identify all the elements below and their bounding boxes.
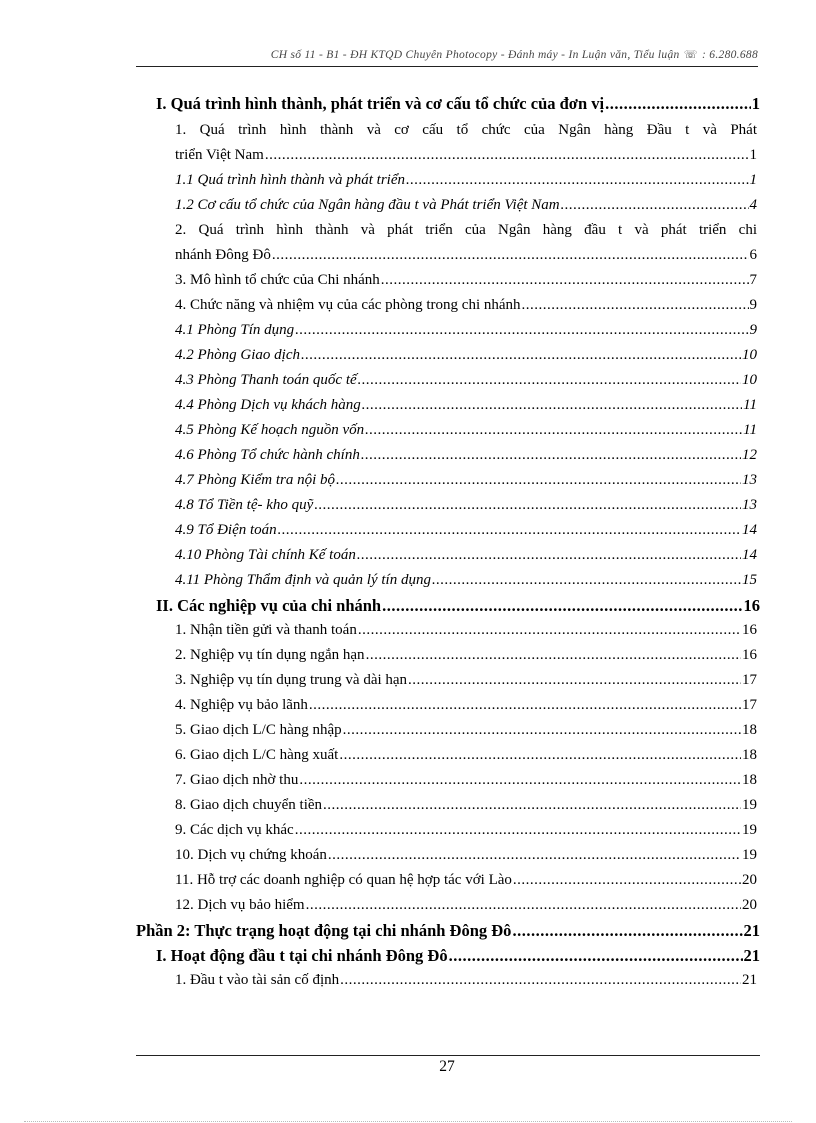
toc-entry[interactable]	[175, 297, 757, 314]
toc-entry[interactable]	[175, 847, 757, 864]
toc-page-number: 4	[749, 197, 757, 213]
toc-page-number: 1	[749, 147, 757, 163]
toc-entry-title: 4.1 Phòng Tín dụng	[175, 322, 295, 338]
toc-entry[interactable]	[175, 572, 757, 589]
toc-page-number: 10	[742, 372, 757, 388]
toc-entry[interactable]	[175, 697, 757, 714]
toc-entry[interactable]	[175, 872, 757, 889]
running-header	[136, 48, 758, 67]
toc-entry[interactable]	[175, 822, 757, 839]
toc-entry[interactable]	[175, 672, 757, 689]
toc-entry-title: 8. Giao dịch chuyển tiền	[175, 797, 323, 813]
toc-entry[interactable]	[175, 797, 757, 814]
toc-leader	[265, 147, 749, 164]
toc-page-number: 16	[742, 647, 757, 663]
toc-entry[interactable]	[175, 372, 757, 389]
toc-leader	[449, 946, 743, 966]
toc-entry-title: 4.7 Phòng Kiểm tra nội bộ	[175, 472, 335, 488]
toc-entry[interactable]	[175, 497, 757, 514]
toc-entry-title: Phần 2: Thực trạng hoạt động tại chi nhánh Đông Đô	[136, 921, 512, 940]
toc-entry-title: 11. Hỗ trợ các doanh nghiệp có quan hệ hợp tác với Lào	[175, 872, 512, 888]
toc-entry[interactable]	[175, 522, 757, 539]
toc-entry-title: 3. Nghiệp vụ tín dụng trung và dài hạn	[175, 672, 408, 688]
toc-page-number: 1	[751, 94, 760, 113]
toc-page-number: 11	[743, 422, 757, 438]
toc-entry-title: 4.11 Phòng Thẩm định và quản lý tín dụng	[175, 572, 431, 588]
toc-page-number: 6	[749, 247, 757, 263]
toc-entry-title: 4.2 Phòng Giao dịch	[175, 347, 300, 363]
footer-divider	[136, 1055, 760, 1056]
toc-leader	[408, 672, 741, 689]
toc-entry[interactable]	[175, 772, 757, 789]
toc-entry[interactable]	[175, 547, 757, 564]
header-phone: : 6.280.688	[701, 49, 758, 61]
toc-entry[interactable]	[175, 172, 757, 189]
toc-entry-line1[interactable]: 2. Quá trình hình thành và phát triển của Ngân hàng đầu t và phát triển chi	[175, 222, 757, 238]
toc-page-number: 21	[743, 921, 760, 940]
toc-entry-title: II. Các nghiệp vụ của chi nhánh	[156, 596, 382, 615]
toc-page-number: 15	[742, 572, 757, 588]
toc-entry[interactable]	[175, 322, 757, 339]
toc-entry-title: 5. Giao dịch L/C hàng nhập	[175, 722, 342, 738]
toc-page-number: 21	[742, 972, 757, 988]
toc-leader	[432, 572, 741, 589]
toc-page-number: 19	[742, 822, 757, 838]
toc-leader	[314, 497, 741, 514]
toc-leader	[301, 347, 741, 364]
toc-entry-title: 2. Nghiệp vụ tín dụng ngắn hạn	[175, 647, 365, 663]
toc-entry[interactable]	[175, 272, 757, 289]
toc-entry-title: nhánh Đông Đô	[175, 247, 271, 263]
toc-entry[interactable]	[175, 422, 757, 439]
toc-page-number: 17	[742, 697, 757, 713]
toc-entry[interactable]	[175, 472, 757, 489]
toc-entry[interactable]	[175, 247, 757, 264]
toc-leader	[522, 297, 749, 314]
toc-entry-title: 9. Các dịch vụ khác	[175, 822, 294, 838]
toc-leader	[340, 972, 741, 989]
toc-entry-title: 4.4 Phòng Dịch vụ khách hàng	[175, 397, 361, 413]
toc-page-number: 16	[742, 622, 757, 638]
toc-page-number: 18	[742, 747, 757, 763]
toc-page-number: 9	[749, 297, 757, 313]
toc-leader	[361, 447, 741, 464]
toc-leader	[295, 322, 748, 339]
toc-leader	[343, 722, 741, 739]
toc-entry-title: 4. Chức năng và nhiệm vụ của các phòng trong chi nhánh	[175, 297, 521, 313]
toc-leader	[406, 172, 749, 189]
page-number: 27	[439, 1058, 455, 1075]
toc-entry[interactable]	[156, 946, 760, 966]
phone-icon: ☏	[683, 49, 698, 61]
toc-entry-title: 6. Giao dịch L/C hàng xuất	[175, 747, 339, 763]
toc-entry[interactable]	[175, 147, 757, 164]
toc-page-number: 10	[742, 347, 757, 363]
toc-entry[interactable]	[156, 94, 760, 114]
toc-leader	[306, 897, 741, 914]
toc-page-number: 18	[742, 722, 757, 738]
toc-entry-title: 4.9 Tổ Điện toán	[175, 522, 277, 538]
toc-leader	[366, 647, 741, 664]
toc-leader	[382, 596, 742, 616]
toc-entry[interactable]	[175, 347, 757, 364]
toc-entry-title: triển Việt Nam	[175, 147, 264, 163]
toc-page-number: 12	[742, 447, 757, 463]
toc-page-number: 18	[742, 772, 757, 788]
toc-entry-title: 3. Mô hình tổ chức của Chi nhánh	[175, 272, 380, 288]
toc-page-number: 14	[742, 547, 757, 563]
toc-leader	[323, 797, 741, 814]
toc-leader	[309, 697, 741, 714]
toc-leader	[299, 772, 741, 789]
toc-leader	[358, 622, 741, 639]
toc-entry-title: 4.10 Phòng Tài chính Kế toán	[175, 547, 356, 563]
toc-entry[interactable]	[175, 447, 757, 464]
toc-entry[interactable]	[136, 921, 760, 941]
toc-leader	[358, 372, 741, 389]
toc-leader	[513, 872, 741, 889]
toc-leader	[328, 847, 741, 864]
toc-entry-title: 4.6 Phòng Tổ chức hành chính	[175, 447, 360, 463]
toc-leader	[295, 822, 741, 839]
page-bottom-edge	[24, 1121, 792, 1122]
toc-entry-title: 10. Dịch vụ chứng khoán	[175, 847, 327, 863]
toc-entry[interactable]	[175, 197, 757, 214]
toc-page-number: 21	[743, 946, 760, 965]
toc-entry-title: 1. Nhận tiền gửi và thanh toán	[175, 622, 357, 638]
toc-entry[interactable]	[175, 647, 757, 664]
toc-entry-title: 4.3 Phòng Thanh toán quốc tế	[175, 372, 357, 388]
toc-entry[interactable]	[156, 596, 760, 616]
toc-page-number: 14	[742, 522, 757, 538]
toc-entry[interactable]	[175, 897, 757, 914]
toc-entry[interactable]	[175, 972, 757, 989]
toc-leader	[365, 422, 742, 439]
toc-entry-title: 1. Đầu t vào tài sản cố định	[175, 972, 340, 988]
toc-entry-title: I. Hoạt động đầu t tại chi nhánh Đông Đô	[156, 946, 448, 965]
toc-entry-title: 1.2 Cơ cấu tổ chức của Ngân hàng đầu t và Phát triển Việt Nam	[175, 197, 560, 213]
toc-page-number: 1	[749, 172, 757, 188]
toc-entry[interactable]	[175, 747, 757, 764]
toc-page-number: 13	[742, 497, 757, 513]
toc-page-number: 17	[742, 672, 757, 688]
toc-entry[interactable]	[175, 722, 757, 739]
toc-leader	[336, 472, 741, 489]
toc-page-number: 20	[742, 897, 757, 913]
toc-entry-title: 7. Giao dịch nhờ thu	[175, 772, 299, 788]
toc-entry-title: I. Quá trình hình thành, phát triển và cơ cấu tổ chức của đơn vị	[156, 94, 605, 113]
toc-entry-line1[interactable]: 1. Quá trình hình thành và cơ cấu tổ chức của Ngân hàng Đầu t và Phát	[175, 122, 757, 138]
toc-leader	[278, 522, 741, 539]
toc-page-number: 7	[749, 272, 757, 288]
toc-entry-title: 4. Nghiệp vụ bảo lãnh	[175, 697, 308, 713]
toc-leader	[362, 397, 742, 414]
header-text: CH số 11 - B1 - ĐH KTQD Chuyên Photocopy - Đánh máy - In Luận văn, Tiểu luận	[270, 49, 680, 61]
toc-entry-title: 1.1 Quá trình hình thành và phát triển	[175, 172, 405, 188]
toc-leader	[605, 94, 751, 114]
toc-entry-title: 4.5 Phòng Kế hoạch nguồn vốn	[175, 422, 365, 438]
toc-leader	[272, 247, 749, 264]
toc-page-number: 19	[742, 847, 757, 863]
toc-entry-title: 4.8 Tổ Tiền tệ- kho quỹ	[175, 497, 314, 513]
toc-page-number: 13	[742, 472, 757, 488]
toc-page-number: 20	[742, 872, 757, 888]
toc-entry[interactable]	[175, 397, 757, 414]
toc-leader	[381, 272, 749, 289]
toc-leader	[339, 747, 741, 764]
toc-page-number: 11	[743, 397, 757, 413]
toc-page-number: 16	[743, 596, 760, 615]
toc-leader	[561, 197, 749, 214]
toc-page-number: 9	[749, 322, 757, 338]
toc-entry-title: 12. Dịch vụ bảo hiểm	[175, 897, 305, 913]
toc-entry[interactable]	[175, 622, 757, 639]
toc-leader	[357, 547, 741, 564]
toc-page-number: 19	[742, 797, 757, 813]
toc-leader	[512, 921, 742, 941]
